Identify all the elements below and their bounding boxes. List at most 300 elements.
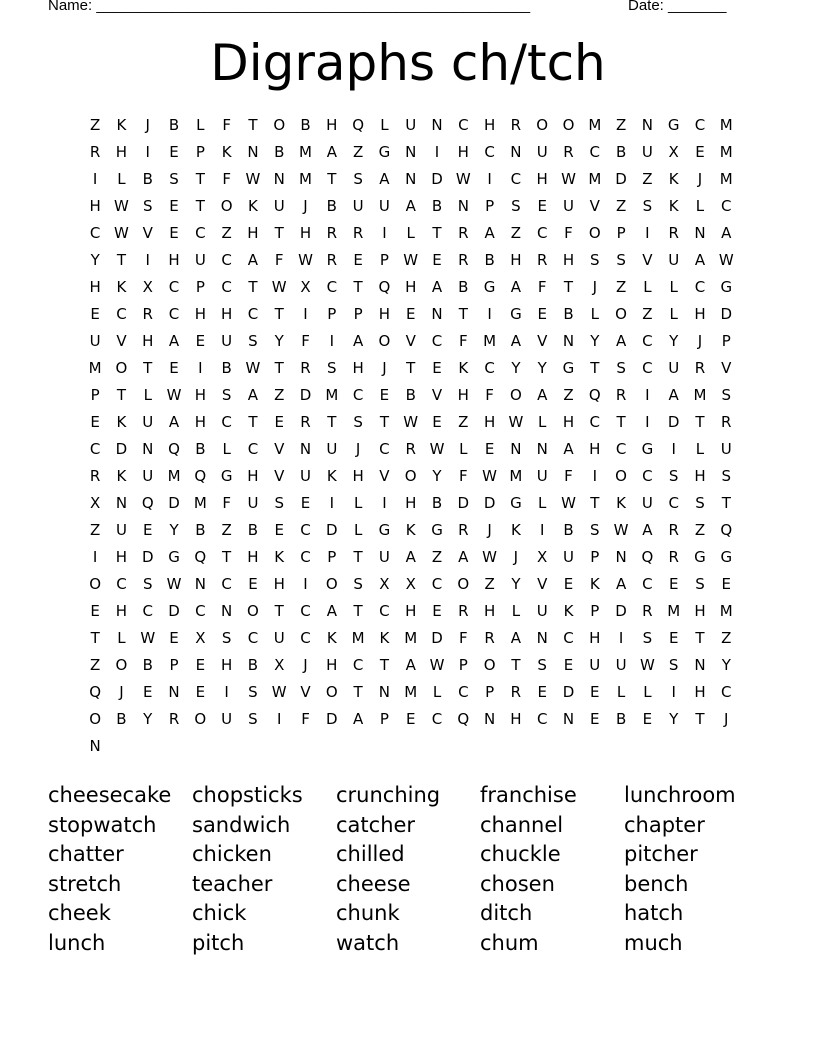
grid-letter[interactable]: W [245,359,261,377]
grid-letter[interactable]: E [169,143,179,161]
grid-letter[interactable]: C [484,359,495,377]
grid-letter[interactable]: H [352,467,364,485]
grid-letter[interactable]: L [117,170,126,188]
grid-letter[interactable]: J [382,359,387,377]
grid-letter[interactable]: P [721,332,731,350]
grid-letter[interactable]: Y [590,332,600,350]
grid-letter[interactable]: O [325,575,338,593]
grid-letter[interactable]: E [432,359,442,377]
grid-letter[interactable]: O [615,305,627,323]
grid-letter[interactable]: H [194,305,206,323]
grid-letter[interactable]: A [484,224,495,242]
grid-letter[interactable]: H [405,494,417,512]
grid-letter[interactable]: N [641,116,653,134]
grid-letter[interactable]: K [668,197,679,215]
grid-letter[interactable]: U [273,197,285,215]
grid-letter[interactable]: U [247,494,259,512]
grid-letter[interactable]: U [326,440,338,458]
grid-letter[interactable]: P [590,548,600,566]
grid-letter[interactable]: T [353,548,363,566]
grid-letter[interactable]: O [194,710,207,728]
grid-letter[interactable]: N [536,440,548,458]
grid-letter[interactable]: D [168,602,180,620]
grid-letter[interactable]: C [300,521,311,539]
grid-letter[interactable]: R [668,521,679,539]
grid-letter[interactable]: D [326,521,338,539]
grid-letter[interactable]: J [303,197,308,215]
grid-letter[interactable]: Q [141,494,154,512]
grid-letter[interactable]: I [198,359,203,377]
grid-letter[interactable]: Z [221,224,232,242]
grid-letter[interactable]: E [143,521,153,539]
grid-letter[interactable]: D [483,494,496,512]
grid-letter[interactable]: C [431,332,443,350]
grid-letter[interactable]: I [487,170,492,188]
grid-letter[interactable]: X [142,278,153,296]
grid-letter[interactable]: A [405,548,416,566]
grid-letter[interactable]: R [142,305,153,323]
grid-letter[interactable]: Z [510,224,522,242]
grid-letter[interactable]: S [353,575,363,593]
grid-letter[interactable]: X [379,575,390,593]
grid-letter[interactable]: A [615,332,627,350]
grid-letter[interactable]: T [327,413,337,431]
grid-letter[interactable]: A [168,332,180,350]
grid-letter[interactable]: V [116,332,127,350]
grid-letter[interactable]: J [303,656,308,674]
grid-letter[interactable]: L [432,683,442,701]
grid-letter[interactable]: E [169,197,179,215]
grid-letter[interactable]: C [589,143,601,161]
grid-letter[interactable]: Y [537,359,547,377]
grid-letter[interactable]: C [536,224,548,242]
grid-letter[interactable]: S [537,656,547,674]
grid-letter[interactable]: H [115,602,128,620]
grid-letter[interactable]: S [721,467,732,485]
grid-letter[interactable]: T [327,170,337,188]
grid-letter[interactable]: W [561,170,576,188]
grid-letter[interactable]: S [668,467,679,485]
grid-letter[interactable]: V [142,224,153,242]
grid-letter[interactable]: L [511,602,521,620]
grid-letter[interactable]: C [484,143,495,161]
grid-letter[interactable]: U [89,332,101,350]
grid-letter[interactable]: E [484,440,495,458]
grid-letter[interactable]: S [221,629,232,647]
grid-letter[interactable]: Y [432,467,442,485]
grid-letter[interactable]: N [615,548,627,566]
grid-letter[interactable]: T [222,548,232,566]
grid-letter[interactable]: Y [669,332,679,350]
grid-letter[interactable]: R [405,440,416,458]
grid-letter[interactable]: M [588,170,602,188]
grid-letter[interactable]: D [667,413,680,431]
grid-letter[interactable]: V [589,197,600,215]
grid-letter[interactable]: N [378,683,391,701]
grid-letter[interactable]: B [142,170,153,188]
grid-letter[interactable]: B [563,305,574,323]
grid-letter[interactable]: S [642,629,653,647]
grid-letter[interactable]: Q [720,521,733,539]
grid-letter[interactable]: K [326,629,337,647]
grid-letter[interactable]: K [221,143,232,161]
grid-letter[interactable]: C [195,602,206,620]
grid-letter[interactable]: L [643,683,652,701]
grid-letter[interactable]: F [301,332,310,350]
grid-letter[interactable]: U [668,251,680,269]
grid-letter[interactable]: H [273,575,285,593]
grid-letter[interactable]: G [562,359,575,377]
grid-letter[interactable]: R [89,467,101,485]
grid-letter[interactable]: Z [352,143,364,161]
grid-letter[interactable]: H [378,305,391,323]
grid-letter[interactable]: P [353,305,363,323]
grid-letter[interactable]: C [694,116,706,134]
grid-letter[interactable]: E [537,305,547,323]
grid-letter[interactable]: T [90,629,100,647]
grid-letter[interactable]: B [195,440,206,458]
grid-letter[interactable]: E [90,413,100,431]
grid-letter[interactable]: M [719,143,733,161]
grid-letter[interactable]: R [300,413,311,431]
grid-letter[interactable]: Y [169,521,179,539]
grid-letter[interactable]: P [616,224,626,242]
grid-letter[interactable]: W [271,278,287,296]
grid-letter[interactable]: L [669,305,678,323]
grid-letter[interactable]: S [695,575,705,593]
grid-letter[interactable]: A [326,143,337,161]
grid-letter[interactable]: D [299,386,312,404]
grid-letter[interactable]: B [615,710,627,728]
grid-letter[interactable]: O [89,710,102,728]
grid-letter[interactable]: Z [90,521,101,539]
grid-letter[interactable]: K [326,467,337,485]
grid-letter[interactable]: V [431,386,443,404]
grid-letter[interactable]: N [247,143,259,161]
grid-letter[interactable]: K [563,602,574,620]
grid-letter[interactable]: C [168,278,180,296]
grid-letter[interactable]: V [405,332,416,350]
grid-letter[interactable]: H [694,467,706,485]
grid-letter[interactable]: S [248,332,258,350]
grid-letter[interactable]: E [432,602,442,620]
grid-letter[interactable]: H [194,413,206,431]
grid-letter[interactable]: D [720,305,733,323]
grid-letter[interactable]: X [90,494,101,512]
grid-letter[interactable]: R [168,710,180,728]
grid-letter[interactable]: W [298,251,313,269]
grid-letter[interactable]: K [616,494,626,512]
grid-letter[interactable]: R [326,251,338,269]
grid-letter[interactable]: C [379,602,390,620]
grid-letter[interactable]: S [353,170,363,188]
grid-letter[interactable]: Y [511,575,521,593]
grid-letter[interactable]: V [274,440,285,458]
grid-letter[interactable]: U [194,251,206,269]
grid-letter[interactable]: B [221,359,232,377]
grid-letter[interactable]: C [642,332,653,350]
grid-letter[interactable]: C [721,197,732,215]
grid-letter[interactable]: X [537,548,548,566]
grid-letter[interactable]: N [89,737,101,755]
grid-letter[interactable]: E [668,629,679,647]
grid-letter[interactable]: B [431,197,443,215]
grid-letter[interactable]: R [300,359,311,377]
grid-letter[interactable]: T [353,278,363,296]
grid-letter[interactable]: Y [511,359,521,377]
grid-letter[interactable]: T [353,683,363,701]
grid-letter[interactable]: C [247,440,259,458]
grid-letter[interactable]: G [483,278,496,296]
grid-letter[interactable]: H [589,629,601,647]
grid-letter[interactable]: X [195,629,206,647]
grid-letter[interactable]: E [563,656,574,674]
grid-letter[interactable]: R [352,224,364,242]
grid-letter[interactable]: R [536,251,548,269]
grid-letter[interactable]: R [642,602,653,620]
grid-letter[interactable]: N [536,629,548,647]
grid-letter[interactable]: B [431,494,443,512]
grid-letter[interactable]: O [378,332,391,350]
grid-letter[interactable]: H [483,413,496,431]
grid-letter[interactable]: T [195,197,205,215]
grid-letter[interactable]: E [195,332,206,350]
grid-letter[interactable]: P [90,386,100,404]
grid-letter[interactable]: Q [588,386,601,404]
grid-letter[interactable]: W [429,656,445,674]
grid-letter[interactable]: U [536,467,548,485]
grid-letter[interactable]: N [299,440,312,458]
grid-letter[interactable]: J [119,683,124,701]
grid-letter[interactable]: N [510,440,522,458]
grid-letter[interactable]: F [537,278,547,296]
grid-letter[interactable]: W [271,683,287,701]
grid-letter[interactable]: U [273,629,285,647]
grid-letter[interactable]: T [274,359,284,377]
grid-letter[interactable]: I [92,548,98,566]
grid-letter[interactable]: E [90,602,100,620]
grid-letter[interactable]: B [326,197,337,215]
grid-letter[interactable]: H [405,278,417,296]
grid-letter[interactable]: V [274,467,285,485]
grid-letter[interactable]: D [431,170,443,188]
grid-letter[interactable]: A [537,386,548,404]
grid-letter[interactable]: C [300,629,311,647]
grid-letter[interactable]: F [222,170,231,188]
grid-letter[interactable]: E [195,656,206,674]
grid-letter[interactable]: M [351,629,365,647]
grid-letter[interactable]: N [431,305,443,323]
grid-letter[interactable]: E [695,143,705,161]
grid-letter[interactable]: W [140,629,156,647]
grid-letter[interactable]: C [89,440,101,458]
grid-letter[interactable]: E [642,710,653,728]
grid-letter[interactable]: B [247,521,259,539]
grid-letter[interactable]: F [458,467,468,485]
grid-letter[interactable]: Z [721,629,732,647]
grid-letter[interactable]: G [720,548,733,566]
grid-letter[interactable]: T [590,359,600,377]
grid-letter[interactable]: Q [457,710,470,728]
grid-letter[interactable]: M [719,170,733,188]
grid-letter[interactable]: I [382,494,387,512]
grid-letter[interactable]: M [483,332,497,350]
grid-letter[interactable]: N [221,602,233,620]
grid-letter[interactable]: M [193,494,207,512]
grid-letter[interactable]: C [536,710,548,728]
grid-letter[interactable]: E [300,494,311,512]
grid-letter[interactable]: I [645,413,650,431]
grid-letter[interactable]: A [458,548,469,566]
grid-letter[interactable]: L [538,494,547,512]
grid-letter[interactable]: T [274,305,284,323]
grid-letter[interactable]: S [274,494,284,512]
grid-letter[interactable]: I [671,440,676,458]
grid-letter[interactable]: C [221,575,232,593]
grid-letter[interactable]: I [487,305,492,323]
grid-letter[interactable]: F [222,494,231,512]
grid-letter[interactable]: S [142,575,153,593]
grid-letter[interactable]: P [195,278,205,296]
grid-letter[interactable]: C [458,116,469,134]
grid-letter[interactable]: H [510,251,522,269]
grid-letter[interactable]: U [536,602,548,620]
grid-letter[interactable]: C [431,710,443,728]
grid-letter[interactable]: R [668,548,679,566]
grid-letter[interactable]: C [326,278,338,296]
grid-letter[interactable]: S [169,170,179,188]
grid-letter[interactable]: H [247,467,259,485]
grid-letter[interactable]: N [510,143,522,161]
grid-letter[interactable]: K [379,629,390,647]
grid-letter[interactable]: C [510,170,522,188]
grid-letter[interactable]: B [116,710,127,728]
grid-letter[interactable]: W [166,575,182,593]
grid-letter[interactable]: R [458,521,469,539]
grid-letter[interactable]: D [168,494,180,512]
grid-letter[interactable]: C [116,575,127,593]
grid-letter[interactable]: Z [90,656,101,674]
grid-letter[interactable]: D [615,602,627,620]
grid-letter[interactable]: C [694,278,706,296]
grid-letter[interactable]: T [274,602,284,620]
grid-letter[interactable]: A [510,278,522,296]
grid-letter[interactable]: L [459,440,468,458]
grid-letter[interactable]: C [221,251,232,269]
grid-letter[interactable]: H [168,251,180,269]
grid-letter[interactable]: H [326,656,338,674]
grid-letter[interactable]: R [668,224,679,242]
grid-letter[interactable]: H [694,683,706,701]
grid-letter[interactable]: F [485,386,494,404]
grid-letter[interactable]: U [115,521,127,539]
grid-letter[interactable]: X [405,575,416,593]
grid-letter[interactable]: M [588,116,602,134]
grid-letter[interactable]: L [406,224,415,242]
grid-letter[interactable]: P [195,143,205,161]
grid-letter[interactable]: C [642,575,653,593]
grid-letter[interactable]: T [563,278,574,296]
grid-letter[interactable]: S [353,413,363,431]
grid-letter[interactable]: H [457,143,469,161]
grid-letter[interactable]: G [641,440,654,458]
grid-letter[interactable]: H [247,224,259,242]
grid-letter[interactable]: O [220,197,233,215]
grid-letter[interactable]: E [379,386,390,404]
grid-letter[interactable]: U [563,197,574,215]
grid-letter[interactable]: N [483,710,496,728]
grid-letter[interactable]: Y [669,710,679,728]
grid-letter[interactable]: R [458,251,469,269]
grid-letter[interactable]: C [300,548,311,566]
grid-letter[interactable]: A [326,602,337,620]
grid-letter[interactable]: S [142,197,153,215]
grid-letter[interactable]: Q [378,278,391,296]
grid-letter[interactable]: E [405,305,416,323]
grid-letter[interactable]: N [694,656,706,674]
grid-letter[interactable]: R [458,224,469,242]
grid-letter[interactable]: I [592,467,597,485]
grid-letter[interactable]: O [325,683,338,701]
grid-letter[interactable]: O [457,575,470,593]
grid-letter[interactable]: F [564,224,573,242]
grid-letter[interactable]: E [563,575,574,593]
grid-letter[interactable]: Q [641,548,654,566]
grid-letter[interactable]: E [169,224,179,242]
grid-letter[interactable]: I [539,521,545,539]
grid-letter[interactable]: K [248,197,258,215]
grid-letter[interactable]: Z [563,386,574,404]
grid-letter[interactable]: L [616,683,626,701]
grid-letter[interactable]: B [405,386,416,404]
grid-letter[interactable]: C [352,386,364,404]
grid-letter[interactable]: P [327,548,337,566]
grid-letter[interactable]: K [458,359,469,377]
grid-letter[interactable]: Z [694,521,706,539]
grid-letter[interactable]: T [379,656,389,674]
grid-letter[interactable]: H [562,413,575,431]
grid-letter[interactable]: S [511,197,521,215]
grid-letter[interactable]: J [697,170,703,188]
grid-letter[interactable]: A [694,251,706,269]
grid-letter[interactable]: G [378,521,391,539]
grid-letter[interactable]: C [221,278,232,296]
grid-letter[interactable]: Q [352,116,365,134]
grid-letter[interactable]: H [115,548,128,566]
grid-letter[interactable]: C [221,413,232,431]
grid-letter[interactable]: J [724,710,729,728]
grid-letter[interactable]: R [510,116,522,134]
grid-letter[interactable]: C [116,305,127,323]
grid-letter[interactable]: L [538,413,547,431]
grid-letter[interactable]: W [639,656,655,674]
grid-letter[interactable]: G [168,548,180,566]
grid-letter[interactable]: S [327,359,337,377]
grid-letter[interactable]: A [352,710,364,728]
grid-letter[interactable]: N [142,440,154,458]
grid-letter[interactable]: T [379,413,389,431]
grid-letter[interactable]: F [458,332,468,350]
grid-letter[interactable]: Y [143,710,153,728]
grid-letter[interactable]: C [668,494,679,512]
grid-letter[interactable]: L [380,116,389,134]
grid-letter[interactable]: C [589,413,601,431]
grid-letter[interactable]: K [116,413,127,431]
grid-letter[interactable]: K [116,278,127,296]
grid-letter[interactable]: H [220,656,233,674]
grid-letter[interactable]: W [114,224,129,242]
grid-letter[interactable]: O [89,575,102,593]
